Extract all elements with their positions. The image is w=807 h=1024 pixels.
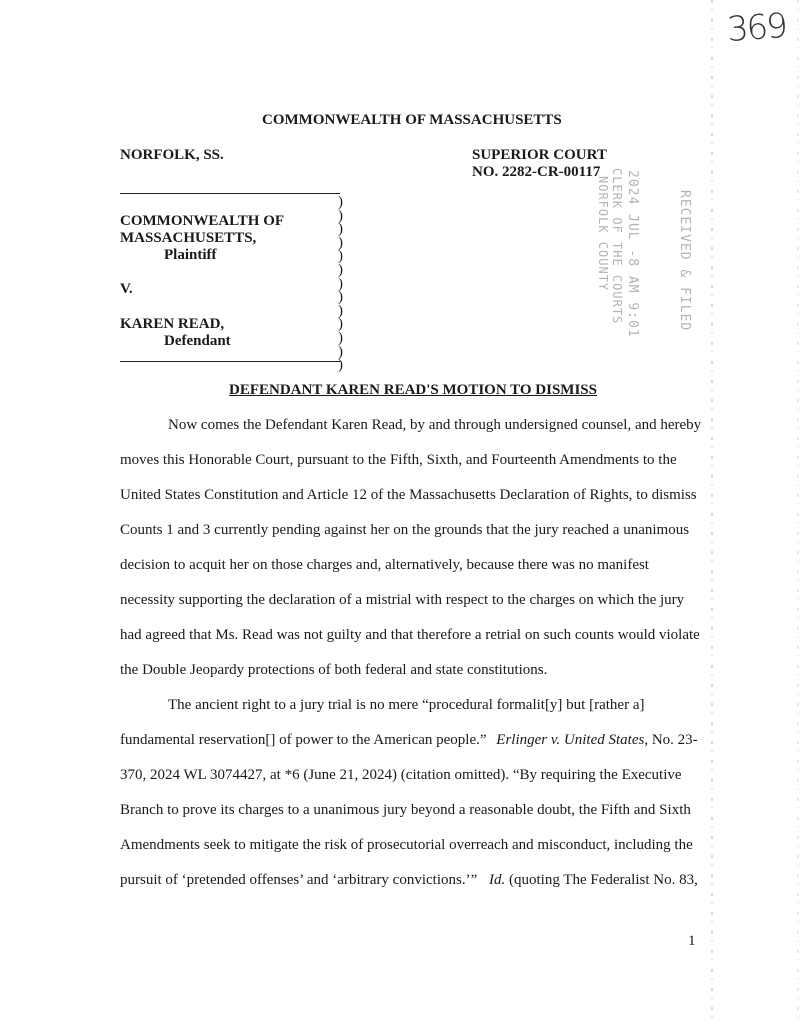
body-line-12: Branch to prove its charges to a unanimous jury beyond a reasonable doubt, the Fifth and Sixth [120,802,691,818]
scan-margin-edge-2 [797,0,799,1024]
versus-label: V. [120,281,133,297]
commonwealth-heading: COMMONWEALTH OF MASSACHUSETTS [262,112,562,128]
body-line-7: had agreed that Ms. Read was not guilty and that therefore a retrial on such counts would violate [120,627,700,643]
filed-stamp-line4: NORFOLK COUNTY [596,176,610,292]
handwritten-page-number: 369 [725,5,788,51]
body-line-11: 370, 2024 WL 3074427, at *6 (June 21, 2024) (citation omitted). “By requiring the Executive [120,767,682,783]
body-line-13: Amendments seek to mitigate the risk of prosecutorial overreach and misconduct, including the [120,837,693,853]
body-line-6: necessity supporting the declaration of a mistrial with respect to the charges on which the jury [120,592,685,608]
caption-bottom-rule [120,361,340,362]
defendant-role: Defendant [164,333,231,349]
county-label: NORFOLK, SS. [120,147,224,163]
citation-id-tail: (quoting The Federalist No. 83, [505,872,698,888]
body-line-1: Now comes the Defendant Karen Read, by and through undersigned counsel, and hereby [168,417,702,433]
court-label: SUPERIOR COURT [472,147,607,163]
body-line-14-text: pursuit of ‘pretended offenses’ and ‘arbitrary convictions.’” [120,872,478,888]
citation-id: Id. [488,872,506,888]
plaintiff-name-line1: COMMONWEALTH OF [120,213,285,229]
body-line-8: the Double Jeopardy protections of both federal and state constitutions. [120,662,548,678]
filed-stamp-line1: 2024 JUL -8 AM 9:01 [625,170,640,338]
body-line-14 [120,872,698,889]
citation-erlinger-tail: , No. 23- [644,732,698,748]
body-line-2: moves this Honorable Court, pursuant to the Fifth, Sixth, and Fourteenth Amendments to the [120,452,677,468]
filed-stamp-line2: RECEIVED & FILED [677,190,692,332]
caption-top-rule [120,193,340,194]
body-line-3: United States Constitution and Article 12 of the Massachusetts Declaration of Rights, to dismiss [120,487,697,503]
body-line-10 [120,732,698,749]
plaintiff-name-line2: MASSACHUSETTS, [120,230,257,246]
case-number: NO. 2282-CR-00117 [472,164,601,180]
body-line-5: decision to acquit her on those charges and, alternatively, because there was no manifest [120,557,649,573]
filed-stamp-line3: CLERK OF THE COURTS [610,168,624,325]
footer-page-number: 1 [688,933,696,949]
citation-erlinger: Erlinger v. United States [496,732,645,748]
defendant-name: KAREN READ, [120,316,225,332]
motion-title: DEFENDANT KAREN READ'S MOTION TO DISMISS [229,382,597,398]
scan-margin-edge [711,0,713,1024]
body-line-10-text: fundamental reservation[] of power to the American people.” [120,732,487,748]
body-line-9: The ancient right to a jury trial is no mere “procedural formalit[y] but [rather a] [168,697,645,713]
caption-paren-column: ) ) ) ) ) ) ) ) ) ) ) ) ) [338,194,343,374]
plaintiff-role: Plaintiff [164,247,217,263]
body-line-4: Counts 1 and 3 currently pending against her on the grounds that the jury reached a unanimous [120,522,690,538]
